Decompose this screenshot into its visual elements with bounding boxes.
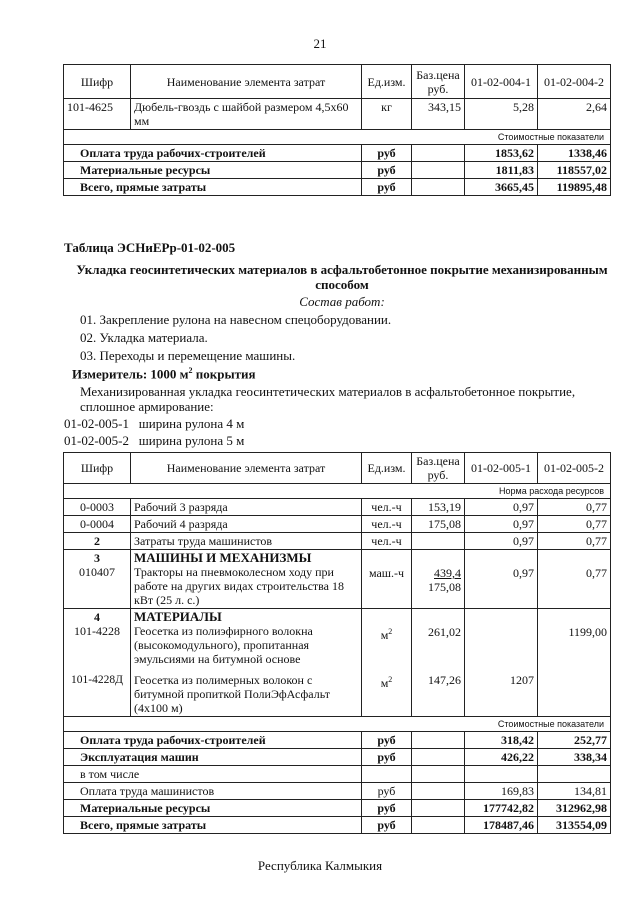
summary-value-b: 134,81: [538, 783, 611, 800]
row-code: 101-4228: [74, 624, 120, 638]
row-value-a: 5,28: [465, 99, 538, 130]
summary-unit: руб: [362, 145, 412, 162]
row-code: 101-4228Д: [64, 667, 131, 717]
table-row: [64, 533, 611, 550]
header-cipher: Шифр: [64, 65, 131, 99]
work-step: 03. Переходы и перемещение машины.: [80, 348, 296, 363]
table-row: [64, 99, 611, 130]
description-line-2: сплошное армирование:: [80, 399, 214, 414]
row-value-b: 0,77: [538, 550, 611, 609]
summary-label: Материальные ресурсы: [64, 800, 362, 817]
cost-table-1: [63, 64, 611, 196]
table-title: Таблица ЭСНиЕРр-01-02-005: [64, 240, 236, 255]
summary-row: [64, 766, 611, 783]
variant-item: 01-02-005-2 ширина рулона 5 м: [64, 433, 245, 448]
row-price: 147,26: [412, 667, 465, 717]
summary-unit: руб: [362, 800, 412, 817]
row-unit: $м^2$: [362, 609, 412, 668]
summary-value-b: 118557,02: [538, 162, 611, 179]
header-cipher: Шифр: [64, 453, 131, 484]
subheader-cost-indicators: Стоимостные показатели: [64, 717, 611, 732]
header-name: Наименование элемента затрат: [131, 65, 362, 99]
section-number: 4: [94, 610, 100, 624]
summary-value-b: 119895,48: [538, 179, 611, 196]
summary-value-b: 1338,46: [538, 145, 611, 162]
row-unit: маш.-ч: [362, 550, 412, 609]
header-name: Наименование элемента затрат: [131, 453, 362, 484]
row-price: 175,08: [428, 580, 461, 594]
row-code: 2: [64, 533, 131, 550]
summary-unit: руб: [362, 732, 412, 749]
summary-label: Эксплуатация машин: [64, 749, 362, 766]
summary-row: [64, 783, 611, 800]
row-price: 261,02: [412, 609, 465, 668]
row-value-a: 1207: [465, 667, 538, 717]
row-name: Рабочий 3 разряда: [131, 499, 362, 516]
section-title: МАТЕРИАЛЫ: [134, 609, 222, 624]
section-title: МАШИНЫ И МЕХАНИЗМЫ: [134, 550, 312, 565]
summary-unit: руб: [362, 749, 412, 766]
summary-label: Всего, прямые затраты: [64, 817, 362, 834]
header-col-a: 01-02-005-1: [465, 453, 538, 484]
row-unit: кг: [362, 99, 412, 130]
summary-label: в том числе: [64, 766, 362, 783]
meter-unit: Измеритель: 1000 $м^2$ покрытия: [72, 366, 256, 382]
row-value-b: 2,64: [538, 99, 611, 130]
summary-label: Оплата труда рабочих-строителей: [64, 145, 362, 162]
row-value-b: 0,77: [538, 533, 611, 550]
table-row: [64, 609, 611, 668]
table-header-row: [64, 453, 611, 484]
row-value-b: 0,77: [538, 499, 611, 516]
row-unit: чел.-ч: [362, 533, 412, 550]
row-name: Рабочий 4 разряда: [131, 516, 362, 533]
table-row: [64, 550, 611, 609]
summary-label: Оплата труда машинистов: [64, 783, 362, 800]
table-row: [64, 667, 611, 717]
summary-unit: руб: [362, 162, 412, 179]
subheader-cost-indicators: Стоимостные показатели: [64, 130, 611, 145]
row-code: 0-0003: [64, 499, 131, 516]
section-number: 3: [94, 551, 100, 565]
header-base-price: Баз.цена руб.: [412, 453, 465, 484]
header-col-a: 01-02-004-1: [465, 65, 538, 99]
table-row: [64, 499, 611, 516]
header-col-b: 01-02-004-2: [538, 65, 611, 99]
summary-value-a: 169,83: [465, 783, 538, 800]
row-name: Тракторы на пневмоколесном ходу при работе на других видах строительства 18 кВт (25 л. с.): [134, 565, 344, 607]
table-header-row: [64, 65, 611, 99]
row-code: 010407: [79, 565, 115, 579]
summary-row: [64, 732, 611, 749]
row-price: 153,19: [412, 499, 465, 516]
summary-row: [64, 179, 611, 196]
summary-row: [64, 162, 611, 179]
summary-unit: руб: [362, 817, 412, 834]
row-unit: чел.-ч: [362, 516, 412, 533]
summary-value-b: 313554,09: [538, 817, 611, 834]
variant-item: 01-02-005-1 ширина рулона 4 м: [64, 416, 245, 431]
summary-row: [64, 749, 611, 766]
description-line-1: Механизированная укладка геосинтетических материалов в асфальтобетонное покрытие,: [80, 384, 576, 399]
row-unit: $м^2$: [362, 667, 412, 717]
row-name: Геосетка из полиэфирного волокна (высокомодульного), пропитанная эмульсиями на битумной основе: [134, 624, 313, 666]
header-unit: Ед.изм.: [362, 453, 412, 484]
summary-value-a: 3665,45: [465, 179, 538, 196]
row-value-b: 1199,00: [538, 609, 611, 668]
header-col-b: 01-02-005-2: [538, 453, 611, 484]
summary-value-a: 426,22: [465, 749, 538, 766]
summary-value-b: 312962,98: [538, 800, 611, 817]
summary-label: Всего, прямые затраты: [64, 179, 362, 196]
subheader-resource-norms: Норма расхода ресурсов: [64, 484, 611, 499]
row-price: 175,08: [412, 516, 465, 533]
composition-label: Состав работ:: [299, 294, 385, 309]
section-heading-line-2: способом: [315, 277, 369, 292]
summary-value-b: 338,34: [538, 749, 611, 766]
row-value-a: 0,97: [465, 516, 538, 533]
row-code: 101-4625: [64, 99, 131, 130]
summary-row: [64, 145, 611, 162]
page-number: 21: [313, 36, 327, 51]
summary-unit: руб: [362, 179, 412, 196]
section-heading-line-1: Укладка геосинтетических материалов в асфальтобетонное покрытие механизированным: [76, 262, 608, 277]
row-price: 439,4: [434, 566, 461, 580]
row-unit: чел.-ч: [362, 499, 412, 516]
summary-value-b: 252,77: [538, 732, 611, 749]
summary-unit: руб: [362, 783, 412, 800]
row-value-a: 0,97: [465, 499, 538, 516]
header-base-price: Баз.цена руб.: [412, 65, 465, 99]
summary-row: [64, 800, 611, 817]
cost-table-2: [63, 452, 611, 834]
summary-row: [64, 817, 611, 834]
summary-label: Оплата труда рабочих-строителей: [64, 732, 362, 749]
summary-value-a: 177742,82: [465, 800, 538, 817]
table-row: [64, 516, 611, 533]
row-value-b: 0,77: [538, 516, 611, 533]
row-name: Геосетка из полимерных волокон с битумной пропиткой ПолиЭфАсфальт (4х100 м): [131, 667, 362, 717]
row-code: 0-0004: [64, 516, 131, 533]
footer-region: Республика Калмыкия: [257, 858, 383, 873]
summary-value-a: 318,42: [465, 732, 538, 749]
header-unit: Ед.изм.: [362, 65, 412, 99]
summary-label: Материальные ресурсы: [64, 162, 362, 179]
row-value-a: 0,97: [465, 550, 538, 609]
row-name: Дюбель-гвоздь с шайбой размером 4,5х60 мм: [131, 99, 362, 130]
summary-value-a: 1853,62: [465, 145, 538, 162]
summary-value-a: 178487,46: [465, 817, 538, 834]
row-value-a: 0,97: [465, 533, 538, 550]
row-name: Затраты труда машинистов: [131, 533, 362, 550]
summary-value-a: 1811,83: [465, 162, 538, 179]
row-price: 343,15: [412, 99, 465, 130]
work-step: 02. Укладка материала.: [80, 330, 208, 345]
work-step: 01. Закрепление рулона на навесном спецоборудовании.: [80, 312, 392, 327]
